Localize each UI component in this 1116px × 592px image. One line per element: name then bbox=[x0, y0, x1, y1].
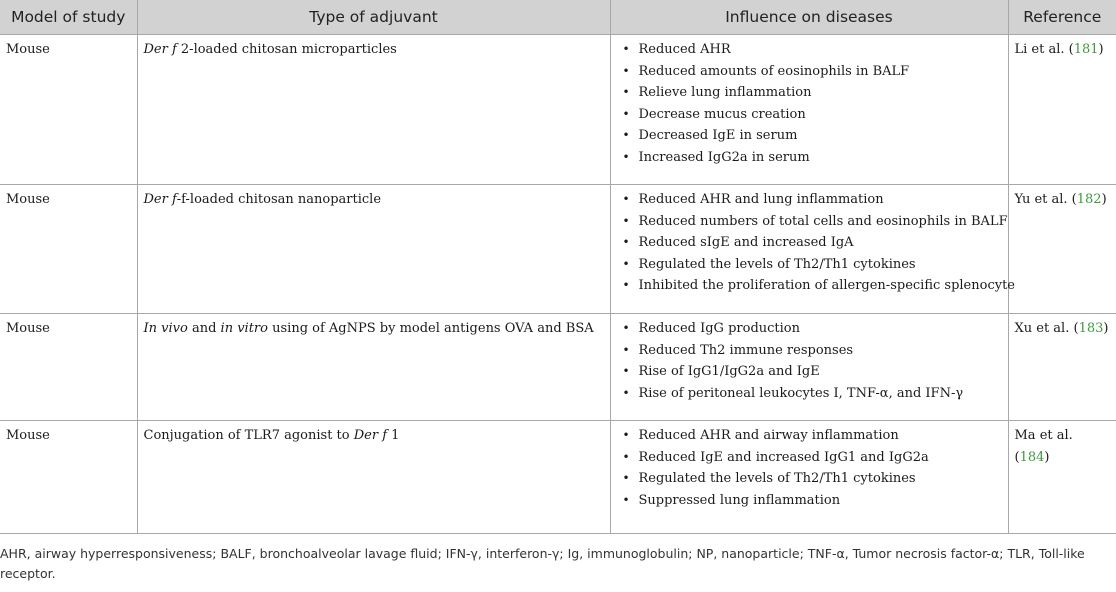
bullet-icon: • bbox=[622, 85, 630, 99]
reference-citation-link[interactable]: 181 bbox=[1073, 42, 1099, 57]
bullet-icon: • bbox=[622, 385, 630, 400]
effect-text: Decreased IgE in serum bbox=[638, 128, 798, 143]
list-item bbox=[617, 82, 1002, 104]
cell-influence-on-diseases bbox=[610, 185, 1015, 314]
cell-influence-on-diseases bbox=[610, 35, 1008, 185]
list-item bbox=[617, 447, 1002, 469]
header-influence-on-diseases: Influence on diseases bbox=[610, 0, 1008, 35]
effect-text: Increased IgG2a in serum bbox=[638, 149, 810, 165]
bullet-icon: • bbox=[622, 492, 630, 507]
cell-type-of-adjuvant bbox=[137, 35, 610, 185]
list-item bbox=[617, 275, 1015, 297]
reference-author: Ma et al. ( bbox=[1014, 428, 1073, 465]
reference-close-paren: ) bbox=[1103, 321, 1109, 336]
bullet-icon: • bbox=[622, 321, 630, 335]
effect-text: Reduced IgG production bbox=[638, 321, 800, 336]
reference-citation-link[interactable]: 184 bbox=[1019, 449, 1045, 465]
cell-model-of-study: Mouse bbox=[0, 185, 137, 314]
adjuvant-text-segment: -f-loaded chitosan nanoparticle bbox=[176, 192, 382, 207]
bullet-icon: • bbox=[622, 192, 630, 206]
bullet-icon: • bbox=[622, 213, 630, 228]
bullet-icon: • bbox=[622, 235, 630, 249]
effect-text: Reduced amounts of eosinophils in BALF bbox=[638, 63, 910, 79]
bullet-icon: • bbox=[622, 256, 630, 271]
reference-citation-link[interactable]: 182 bbox=[1076, 192, 1102, 207]
reference-close-paren: ) bbox=[1044, 449, 1050, 465]
effect-text: Reduced numbers of total cells and eosinophils in BALF bbox=[638, 213, 1008, 229]
adjuvant-text-segment: Der f bbox=[143, 192, 177, 207]
cell-reference bbox=[1008, 314, 1116, 421]
adjuvant-text-segment: in vitro bbox=[220, 321, 268, 336]
header-type-of-adjuvant: Type of adjuvant bbox=[137, 0, 610, 35]
effect-text: Reduced AHR and airway inflammation bbox=[638, 428, 899, 443]
list-item bbox=[617, 125, 1002, 147]
header-reference: Reference bbox=[1008, 0, 1116, 35]
reference-citation-link[interactable]: 183 bbox=[1078, 321, 1104, 336]
bullet-icon: • bbox=[622, 106, 630, 121]
header-model-of-study: Model of study bbox=[0, 0, 137, 35]
adjuvant-text-segment: Conjugation of TLR7 agonist to bbox=[143, 428, 354, 443]
list-item bbox=[617, 254, 1002, 276]
list-item bbox=[617, 232, 1002, 254]
effect-text: Reduced AHR and lung inflammation bbox=[638, 192, 884, 207]
effect-text: Reduced sIgE and increased IgA bbox=[638, 235, 854, 250]
cell-model-of-study: Mouse bbox=[0, 314, 137, 421]
effects-list bbox=[617, 39, 1002, 168]
list-item bbox=[617, 147, 1002, 169]
effect-text: Reduced IgE and increased IgG1 and IgG2a bbox=[638, 449, 929, 465]
effect-text: Rise of peritoneal leukocytes I, TNF-α, and IFN-γ bbox=[638, 385, 964, 401]
table-body bbox=[0, 35, 1116, 534]
bullet-icon: • bbox=[622, 449, 630, 464]
list-item bbox=[617, 318, 1002, 340]
cell-type-of-adjuvant bbox=[137, 185, 610, 314]
cell-model-of-study: Mouse bbox=[0, 35, 137, 185]
effect-text: Regulated the levels of Th2/Th1 cytokines bbox=[638, 256, 916, 272]
adjuvant-text-segment: using of AgNPS by model antigens OVA and BSA bbox=[267, 321, 594, 336]
header-row bbox=[0, 0, 1116, 35]
effect-text: Decrease mucus creation bbox=[638, 106, 806, 122]
effect-text: Reduced AHR bbox=[638, 42, 731, 57]
effects-list bbox=[617, 189, 1015, 297]
table-footnote: AHR, airway hyperresponsiveness; BALF, bronchoalveolar lavage fluid; IFN-γ, interferon-γ; Ig, immunoglobulin; NP, nanoparticle; TNF-α, Tumor necrosis factor-α; TLR, Toll-like receptor. bbox=[0, 546, 1085, 581]
cell-reference bbox=[1008, 35, 1116, 185]
bullet-icon: • bbox=[622, 471, 630, 485]
cell-influence-on-diseases bbox=[610, 314, 1008, 421]
cell-influence-on-diseases bbox=[610, 421, 1008, 534]
bullet-icon: • bbox=[622, 42, 630, 56]
list-item bbox=[617, 39, 1002, 61]
table-row bbox=[0, 314, 1116, 421]
adjuvant-text-segment: 2-loaded chitosan microparticles bbox=[176, 42, 397, 57]
list-item bbox=[617, 189, 1002, 211]
bullet-icon: • bbox=[622, 63, 630, 78]
effect-text: Relieve lung inflammation bbox=[638, 85, 812, 100]
adjuvant-text-segment: Der f bbox=[143, 42, 177, 57]
table-row bbox=[0, 421, 1116, 534]
effects-list bbox=[617, 425, 1002, 511]
adjuvant-text-segment: In vivo bbox=[143, 321, 188, 336]
table-header bbox=[0, 0, 1116, 35]
effects-list bbox=[617, 318, 1002, 404]
bullet-icon: • bbox=[622, 149, 630, 164]
bullet-icon: • bbox=[622, 342, 630, 357]
bullet-icon: • bbox=[622, 128, 630, 142]
table-row bbox=[0, 185, 1116, 314]
cell-reference bbox=[1008, 421, 1116, 534]
cell-reference bbox=[1008, 185, 1116, 314]
adjuvant-text-segment: 1 bbox=[387, 428, 400, 443]
cell-model-of-study: Mouse bbox=[0, 421, 137, 534]
effect-text: Inhibited the proliferation of allergen-specific splenocyte bbox=[638, 278, 1015, 293]
effect-text: Reduced Th2 immune responses bbox=[638, 342, 854, 358]
effect-text: Suppressed lung inflammation bbox=[638, 492, 841, 508]
bullet-icon: • bbox=[622, 278, 630, 292]
reference-close-paren: ) bbox=[1101, 192, 1107, 207]
reference-author: Xu et al. ( bbox=[1014, 321, 1079, 336]
effect-text: Rise of IgG1/IgG2a and IgE bbox=[638, 364, 820, 379]
list-item bbox=[617, 383, 1002, 405]
adjuvant-text-segment: Der f bbox=[353, 428, 388, 443]
list-item bbox=[617, 361, 1002, 383]
bullet-icon: • bbox=[622, 364, 630, 378]
reference-author: Yu et al. ( bbox=[1014, 192, 1077, 207]
list-item bbox=[617, 211, 1008, 233]
list-item bbox=[617, 340, 1002, 362]
reference-close-paren: ) bbox=[1098, 42, 1104, 57]
list-item bbox=[617, 425, 1002, 447]
list-item bbox=[617, 468, 1002, 490]
reference-author: Li et al. ( bbox=[1014, 42, 1074, 57]
list-item bbox=[617, 104, 1002, 126]
adjuvant-text-segment: and bbox=[187, 321, 221, 336]
cell-type-of-adjuvant bbox=[137, 421, 610, 534]
bullet-icon: • bbox=[622, 428, 630, 442]
effect-text: Regulated the levels of Th2/Th1 cytokines bbox=[638, 471, 916, 486]
table-row bbox=[0, 35, 1116, 185]
list-item bbox=[617, 61, 1002, 83]
cell-type-of-adjuvant bbox=[137, 314, 610, 421]
list-item bbox=[617, 490, 1002, 512]
